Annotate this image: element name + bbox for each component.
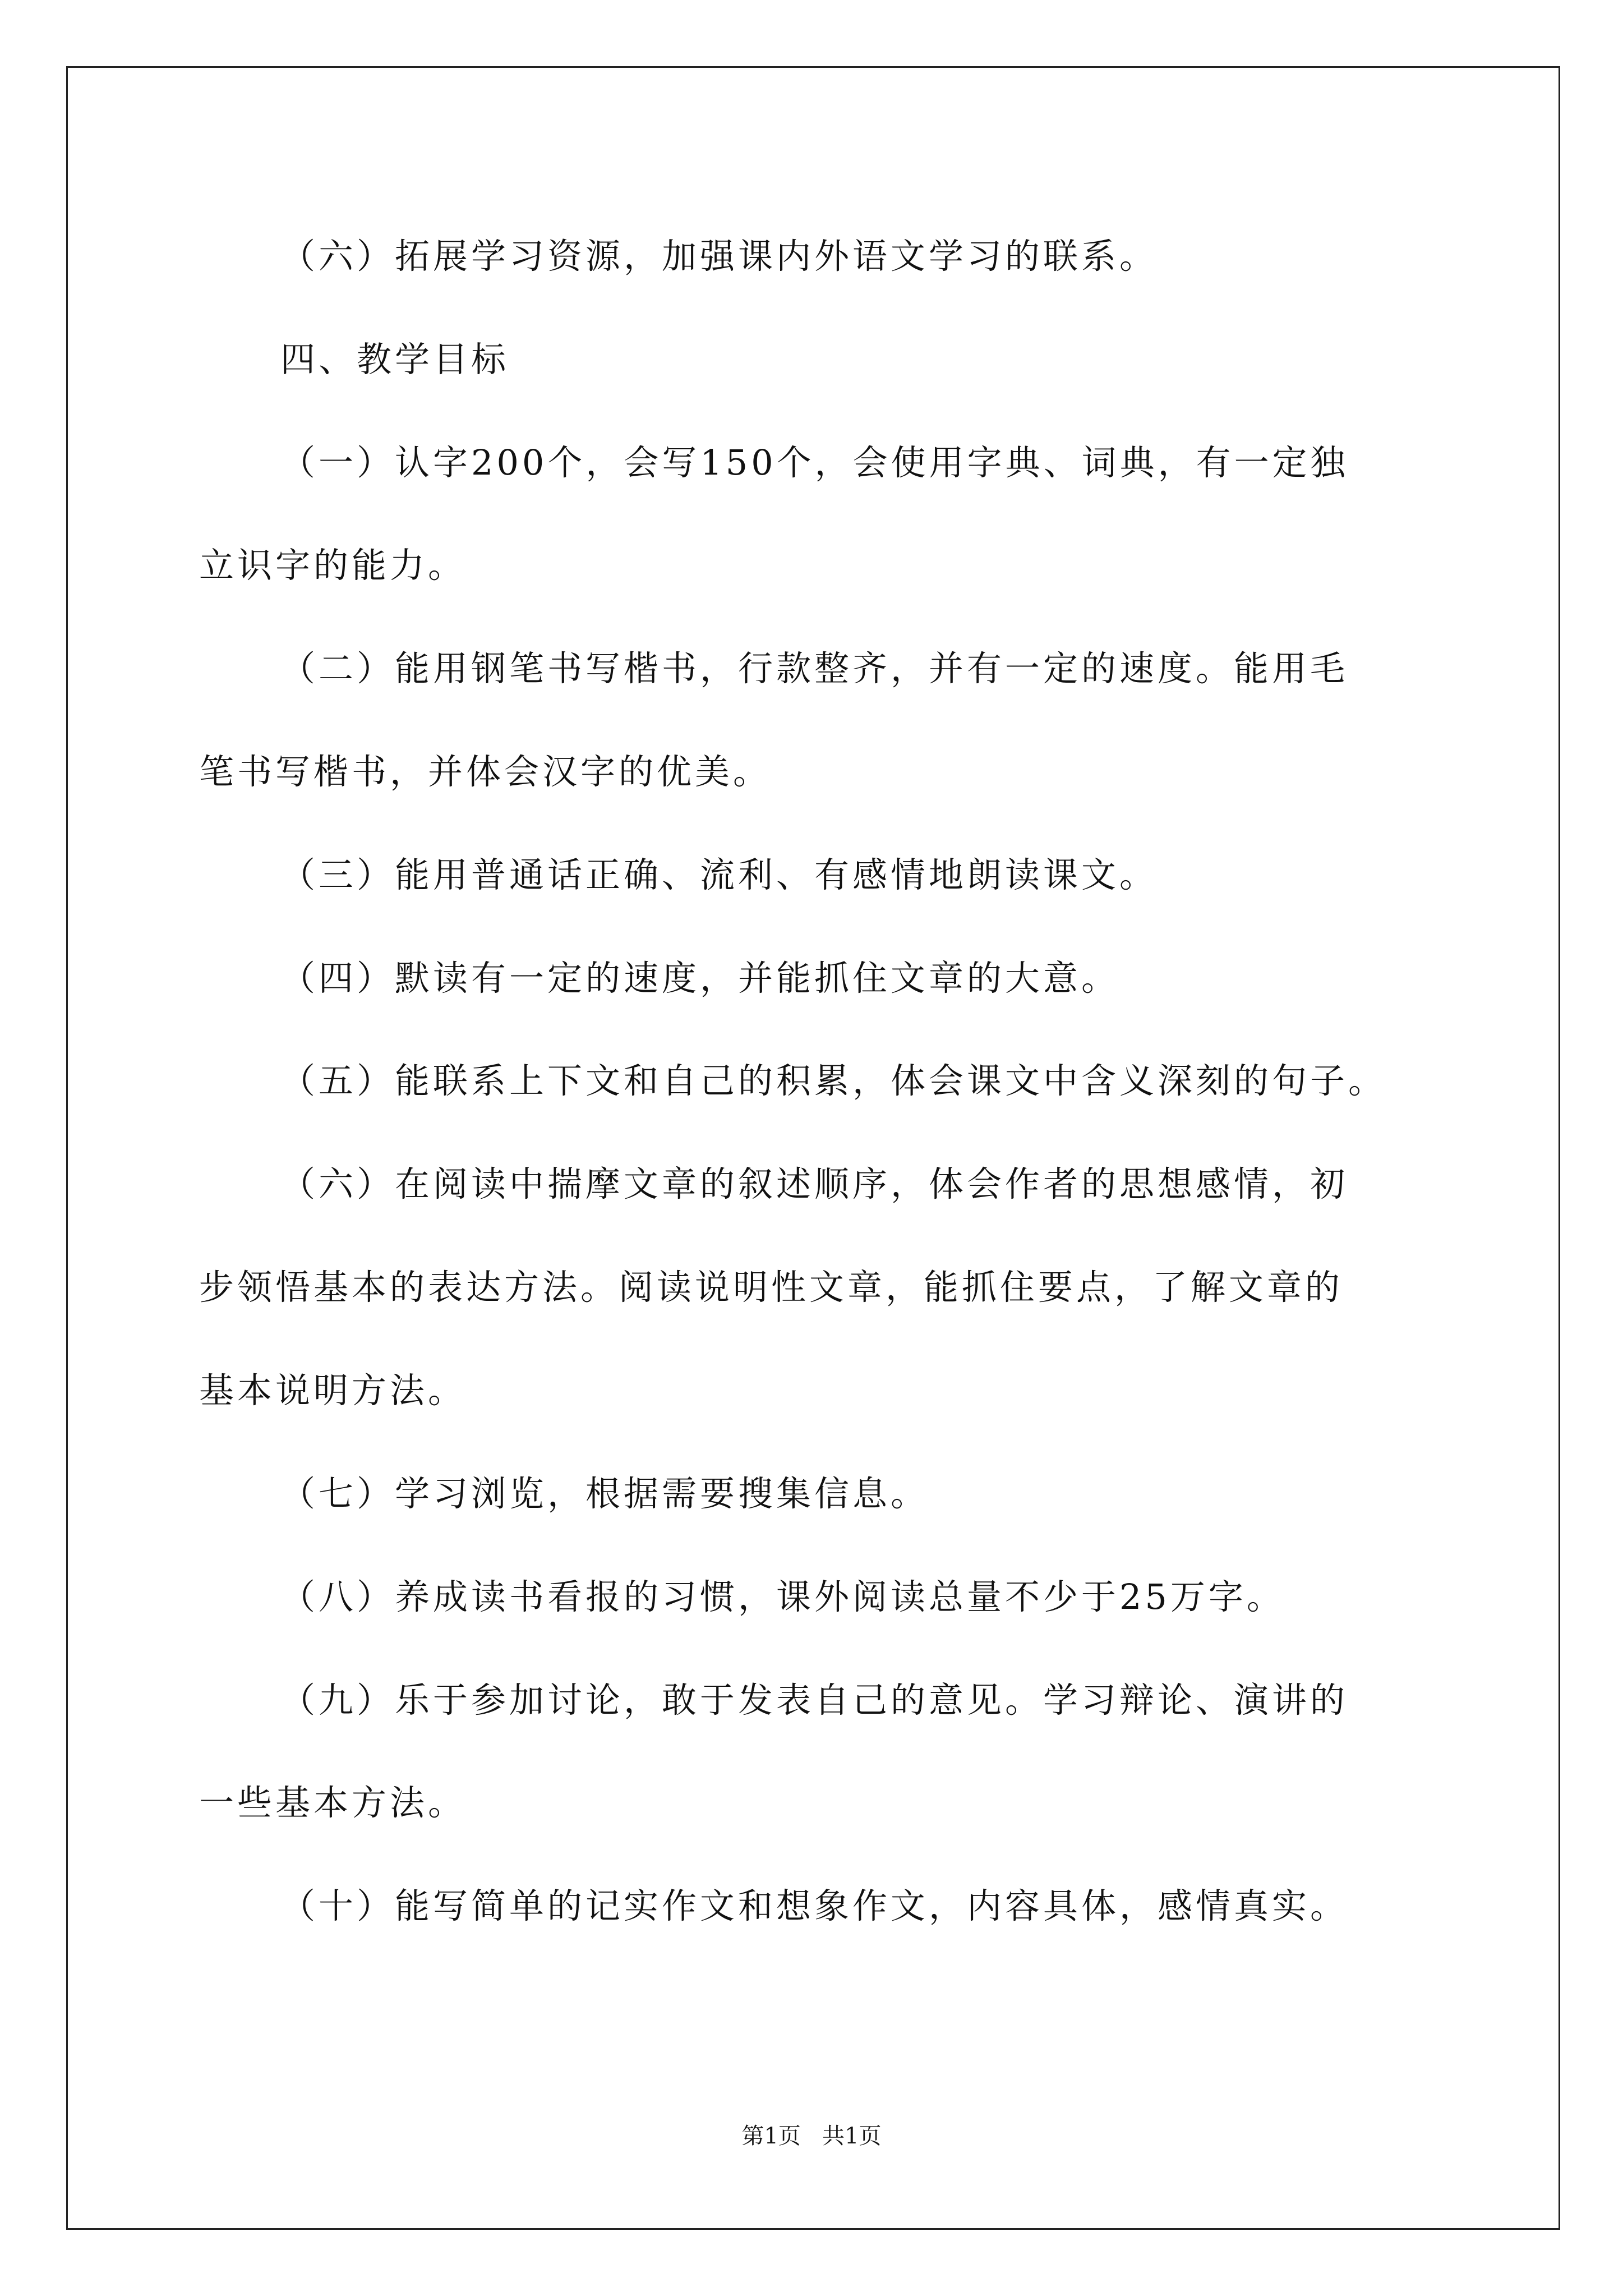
paragraph-line: （十）能写简单的记实作文和想象作文，内容具体，感情真实。 bbox=[280, 1885, 1349, 1926]
paragraph-line: （四）默读有一定的速度，并能抓住文章的大意。 bbox=[280, 958, 1120, 999]
paragraph-line: （九）乐于参加讨论，敢于发表自己的意见。学习辩论、演讲的 bbox=[280, 1680, 1349, 1720]
paragraph-line: （一）认字200个，会写150个，会使用字典、词典，有一定独 bbox=[280, 442, 1349, 483]
page-number-footer: 第1页 共1页 bbox=[741, 2123, 882, 2149]
paragraph-line: （二）能用钢笔书写楷书，行款整齐，并有一定的速度。能用毛 bbox=[280, 648, 1349, 689]
paragraph-line: 基本说明方法。 bbox=[199, 1370, 467, 1411]
paragraph-line: 一些基本方法。 bbox=[199, 1782, 467, 1823]
section-heading: 四、教学目标 bbox=[280, 339, 510, 380]
paragraph-line: （六）在阅读中揣摩文章的叙述顺序，体会作者的思想感情，初 bbox=[280, 1163, 1349, 1204]
paragraph-line: （八）养成读书看报的习惯，课外阅读总量不少于25万字。 bbox=[280, 1576, 1285, 1617]
paragraph-line: （五）能联系上下文和自己的积累，体会课文中含义深刻的句子。 bbox=[280, 1060, 1387, 1101]
paragraph-line: 笔书写楷书，并体会汉字的优美。 bbox=[199, 751, 772, 792]
paragraph-line: 立识字的能力。 bbox=[199, 545, 467, 586]
paragraph-line: （六）拓展学习资源，加强课内外语文学习的联系。 bbox=[280, 236, 1158, 277]
paragraph-line: （三）能用普通话正确、流利、有感情地朗读课文。 bbox=[280, 854, 1158, 895]
paragraph-line: （七）学习浏览，根据需要搜集信息。 bbox=[280, 1473, 929, 1514]
paragraph-line: 步领悟基本的表达方法。阅读说明性文章，能抓住要点，了解文章的 bbox=[199, 1267, 1344, 1308]
